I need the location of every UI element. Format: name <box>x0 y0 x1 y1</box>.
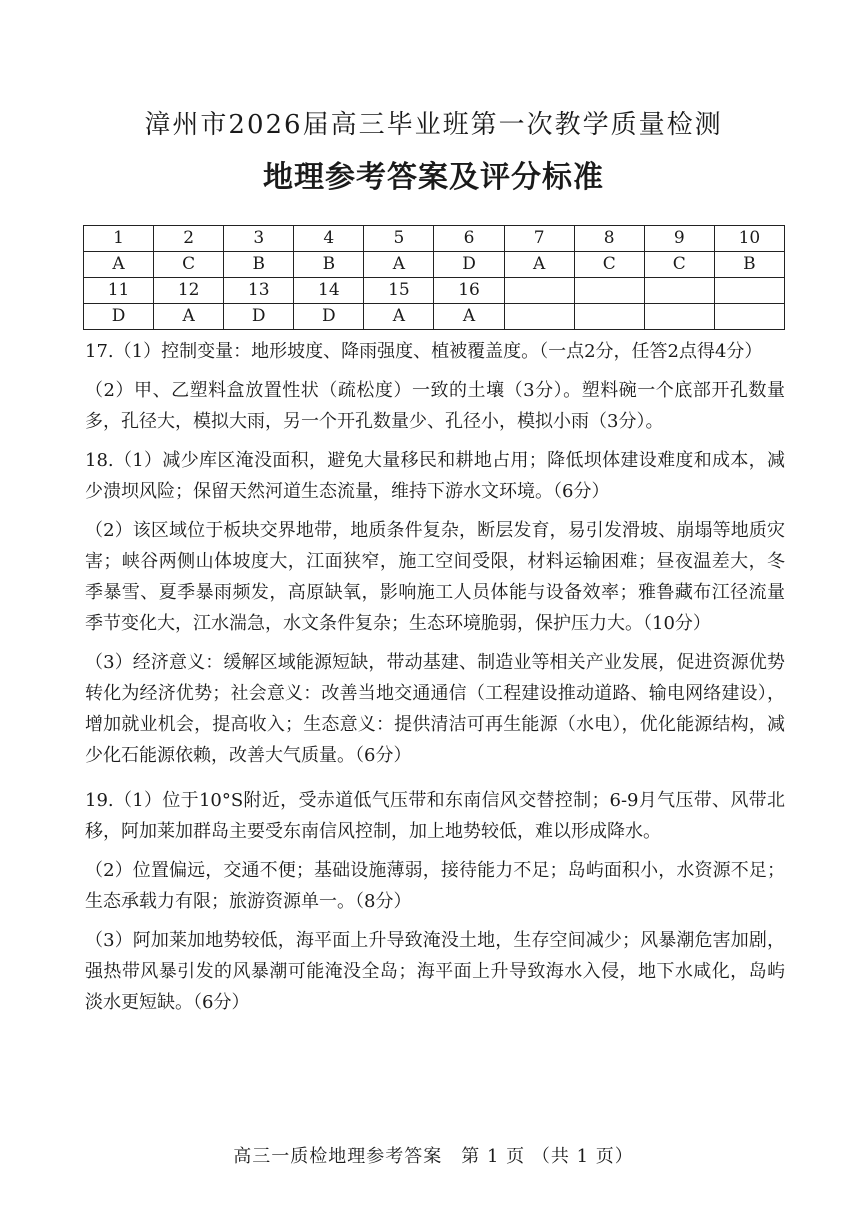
table-cell <box>504 278 574 304</box>
table-cell: D <box>84 304 154 330</box>
table-cell: D <box>434 252 504 278</box>
table-cell: C <box>574 252 644 278</box>
answer-17-part-1: 17.（1）控制变量：地形坡度、降雨强度、植被覆盖度。（一点2分，任答2点得4分） <box>85 341 763 362</box>
table-cell: B <box>714 252 784 278</box>
answer-18-part-2: （2）该区域位于板块交界地带，地质条件复杂，断层发育，易引发滑坡、崩塌等地质灾害；峡谷两侧山体坡度大，江面狭窄，施工空间受限，材料运输困难；昼夜温差大，冬季暴雪、夏季暴雨频发，高原缺氧，影响施工人员体能与设备效率；雅鲁藏布江径流量季节变化大，江水湍急，水文条件复杂；生态环境脆弱，保护压力大。（10分） <box>85 520 785 634</box>
table-cell: 16 <box>434 278 504 304</box>
table-cell <box>644 304 714 330</box>
table-cell: 1 <box>84 226 154 252</box>
answer-19-part-1: 19.（1）位于10°S附近，受赤道低气压带和东南信风交替控制；6-9月气压带、风带北移，阿加莱加群岛主要受东南信风控制，加上地势较低，难以形成降水。 <box>85 790 785 842</box>
answer-19-part-3: （3）阿加莱加地势较低，海平面上升导致淹没土地，生存空间减少；风暴潮危害加剧，强热带风暴引发的风暴潮可能淹没全岛；海平面上升导致海水入侵，地下水咸化，岛屿淡水更短缺。（6分） <box>85 930 785 1013</box>
table-cell <box>644 278 714 304</box>
table-cell <box>504 304 574 330</box>
answer-19-part-2: （2）位置偏远，交通不便；基础设施薄弱，接待能力不足；岛屿面积小，水资源不足；生态承载力有限；旅游资源单一。（8分） <box>85 860 785 912</box>
answer-18-part-3: （3）经济意义：缓解区域能源短缺，带动基建、制造业等相关产业发展，促进资源优势转化为经济优势；社会意义：改善当地交通通信（工程建设推动道路、输电网络建设），增加就业机会，提高收入；生态意义：提供清洁可再生能源（水电），优化能源结构，减少化石能源依赖，改善大气质量。（6分） <box>85 652 785 766</box>
table-cell: B <box>294 252 364 278</box>
table-cell: A <box>364 252 434 278</box>
table-row <box>84 304 785 330</box>
table-cell <box>574 278 644 304</box>
table-cell: 12 <box>154 278 224 304</box>
table-cell: B <box>224 252 294 278</box>
document-subtitle: 地理参考答案及评分标准 <box>263 160 604 195</box>
table-cell: 6 <box>434 226 504 252</box>
table-cell: 7 <box>504 226 574 252</box>
table-cell: A <box>504 252 574 278</box>
table-cell <box>714 304 784 330</box>
answer-explanations <box>85 336 785 1018</box>
table-row <box>84 226 785 252</box>
table-cell: A <box>434 304 504 330</box>
table-cell <box>574 304 644 330</box>
table-cell: 8 <box>574 226 644 252</box>
table-cell: 5 <box>364 226 434 252</box>
table-cell: 9 <box>644 226 714 252</box>
table-cell: 13 <box>224 278 294 304</box>
table-cell: 4 <box>294 226 364 252</box>
table-cell: 15 <box>364 278 434 304</box>
table-cell: 11 <box>84 278 154 304</box>
exam-title: 漳州市2026届高三毕业班第一次教学质量检测 <box>144 110 723 140</box>
table-row <box>84 278 785 304</box>
table-cell: 10 <box>714 226 784 252</box>
page-footer: 高三一质检地理参考答案 第 1 页 （共 1 页） <box>233 1146 634 1167</box>
table-cell: A <box>154 304 224 330</box>
table-cell: 3 <box>224 226 294 252</box>
table-cell: C <box>644 252 714 278</box>
multiple-choice-answer-table <box>83 225 785 330</box>
answer-18-part-1: 18.（1）减少库区淹没面积，避免大量移民和耕地占用；降低坝体建设难度和成本，减少溃坝风险；保留天然河道生态流量，维持下游水文环境。（6分） <box>85 450 785 502</box>
table-row <box>84 252 785 278</box>
table-cell: C <box>154 252 224 278</box>
table-cell: D <box>294 304 364 330</box>
answer-17-part-2: （2）甲、乙塑料盒放置性状（疏松度）一致的土壤（3分）。塑料碗一个底部开孔数量多，孔径大，模拟大雨，另一个开孔数量少、孔径小，模拟小雨（3分）。 <box>85 380 785 432</box>
table-cell: A <box>84 252 154 278</box>
table-cell: 14 <box>294 278 364 304</box>
table-cell: 2 <box>154 226 224 252</box>
table-cell: A <box>364 304 434 330</box>
table-cell <box>714 278 784 304</box>
table-cell: D <box>224 304 294 330</box>
